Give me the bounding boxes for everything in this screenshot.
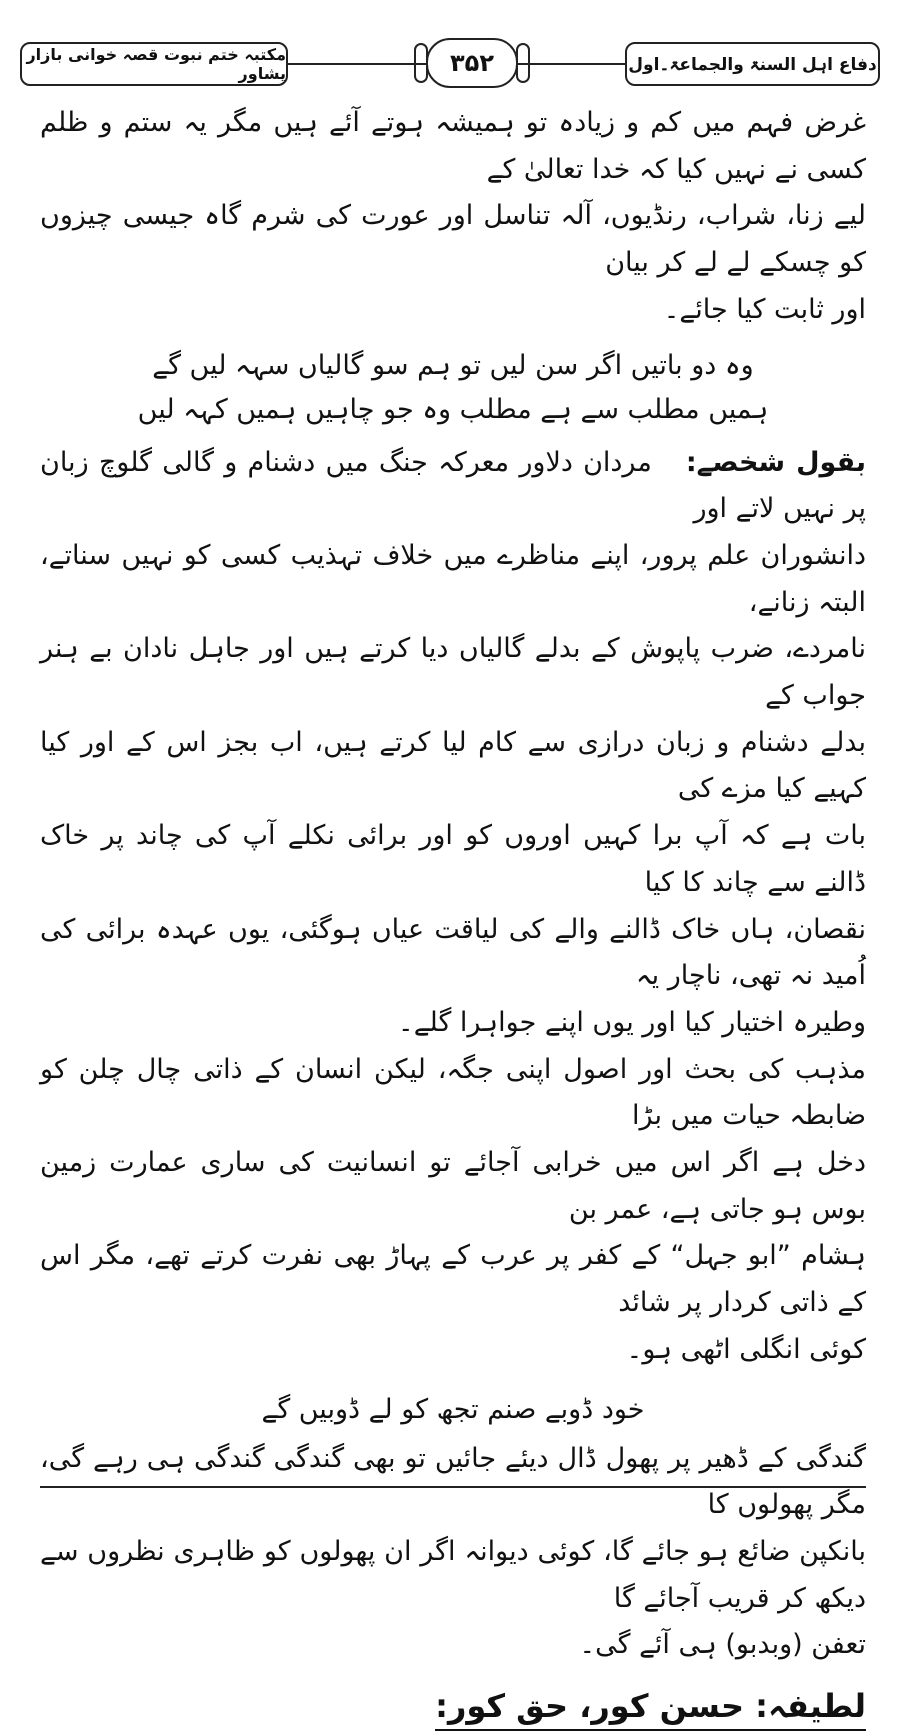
text-line: لیے زنا، شراب، رنڈیوں، آلہ تناسل اور عورت کی شرم گاہ جیسی چیزوں کو چسکے لے لے کر بیان xyxy=(40,200,866,279)
paragraph xyxy=(40,440,866,1047)
text-line: اور ثابت کیا جائے۔ xyxy=(663,293,866,325)
header-divider xyxy=(518,63,625,65)
text-line: دخل ہے اگر اس میں خرابی آجائے تو انسانیت کی ساری عمارت زمین بوس ہو جاتی ہے، عمر بن xyxy=(40,1147,866,1225)
text-line: بات ہے کہ آپ برا کہیں اوروں کو اور برائی نکلے آپ کی چاند پر خاک ڈالنے سے چاند کا کیا xyxy=(40,820,866,898)
verse-couplet xyxy=(40,344,866,432)
paragraph xyxy=(40,1047,866,1374)
text-line: ہشام ”ابو جہل“ کے کفر پر عرب کے پہاڑ بھی نفرت کرتے تھے، مگر اس کے ذاتی کردار پر شائد xyxy=(40,1240,866,1319)
paragraph-lead: بقول شخصے: xyxy=(685,446,867,478)
text-line: بدلے دشنام و زبان درازی سے کام لیا کرتے ہیں، اب بجز اس کے اور کیا کہیے کیا مزے کی xyxy=(40,726,866,805)
text-line: دانشوران علم پرور، اپنے مناظرے میں خلاف تہذیب کسی کو نہیں سناتے، البتہ زنانے، xyxy=(40,539,866,618)
page-number: ۳۵۲ xyxy=(426,38,518,88)
page-header xyxy=(20,28,880,98)
text-line-body: مردان دلاور معرکہ جنگ میں دشنام و گالی گلوچ زبان پر نہیں لاتے اور xyxy=(40,446,866,525)
verse-line-single: خود ڈوبے صنم تجھ کو لے ڈوبیں گے xyxy=(261,1393,645,1425)
verse-line: وہ دو باتیں اگر سن لیں تو ہم سو گالیاں سہہ لیں گے xyxy=(152,349,754,381)
text-line: کوئی انگلی اٹھی ہو۔ xyxy=(626,1333,866,1365)
book-title: دفاع اہل السنۃ والجماعۃ۔اول xyxy=(625,42,880,86)
publisher-label: مکتبہ ختم نبوت قصہ خوانی بازار پشاور xyxy=(20,42,288,86)
text-line: نقصان، ہاں خاک ڈالنے والے کی لیاقت عیاں ہوگئی، یوں عہدہ برائی کی اُمید نہ تھی، ناچار یہ xyxy=(40,913,866,992)
footer-divider xyxy=(40,1486,866,1488)
paragraph xyxy=(40,1436,866,1670)
text-line: مذہب کی بحث اور اصول اپنی جگہ، لیکن انسان کے ذاتی چال چلن کو ضابطہ حیات میں بڑا xyxy=(40,1053,866,1132)
text-line: نامردے، ضرب پاپوش کے بدلے گالیاں دیا کرتے ہیں اور جاہل نادان بے ہنر جواب کے xyxy=(40,633,866,712)
paragraph xyxy=(40,100,866,334)
section-heading xyxy=(40,1683,866,1730)
text-line: غرض فہم میں کم و زیادہ تو ہمیشہ ہوتے آئے ہیں مگر یہ ستم و ظلم کسی نے نہیں کیا کہ خدا تعالیٰ کے xyxy=(40,107,866,185)
text-line: بانکپن ضائع ہو جائے گا، کوئی دیوانہ اگر ان پھولوں کو ظاہری نظروں سے دیکھ کر قریب آجائے گا xyxy=(40,1535,866,1614)
text-line: تعفن (وبدبو) ہی آئے گی۔ xyxy=(579,1629,866,1661)
verse-line: ہمیں مطلب سے ہے مطلب وہ جو چاہیں ہمیں کہہ لیں xyxy=(137,393,769,425)
header-divider xyxy=(288,63,426,65)
text-line xyxy=(40,440,866,533)
section-heading-text: لطیفہ: حسن کور، حق کور: xyxy=(435,1687,866,1731)
text-line: گندگی کے ڈھیر پر پھول ڈال دیئے جائیں تو بھی گندگی گندگی ہی رہے گی، مگر پھولوں کا xyxy=(40,1442,866,1521)
text-line: وطیرہ اختیار کیا اور یوں اپنے جواہرا گلے۔ xyxy=(397,1006,866,1038)
